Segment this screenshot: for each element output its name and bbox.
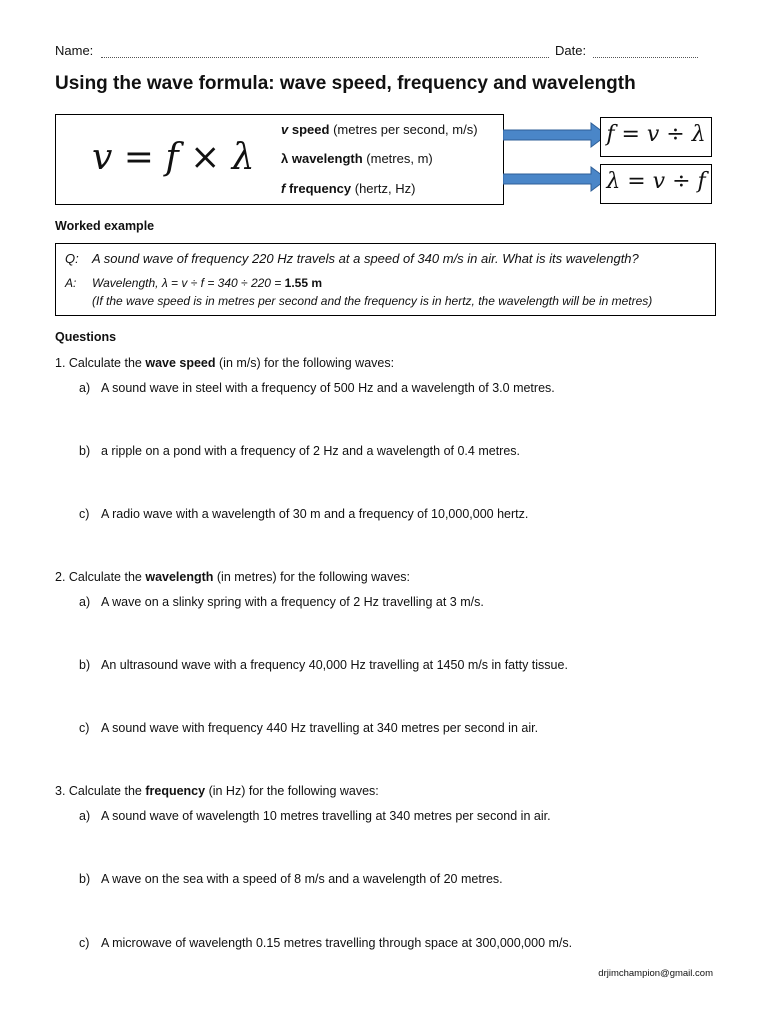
footer-email[interactable]: drjimchampion@gmail.com [598, 968, 713, 979]
q1-suffix: (in m/s) for the following waves: [215, 356, 395, 370]
questions-heading: Questions [55, 330, 117, 344]
item-text: A sound wave of wavelength 10 metres travelling at 340 metres per second in air. [101, 809, 551, 823]
q1-prefix: 1. Calculate the [55, 356, 146, 370]
answer-result: 1.55 m [284, 276, 322, 290]
worked-example-heading: Worked example [55, 219, 155, 233]
date-label: Date: [555, 43, 587, 58]
question-2 [55, 570, 410, 584]
arrow-right-icon [503, 123, 607, 147]
worked-example-box [55, 243, 716, 316]
f-name: frequency [288, 181, 352, 196]
item-text: A radio wave with a wavelength of 30 m and a frequency of 10,000,000 hertz. [101, 507, 529, 521]
item-mark: a) [79, 595, 91, 609]
lambda-definition [281, 151, 433, 166]
f-units: (hertz, Hz) [354, 181, 416, 196]
item-text: a ripple on a pond with a frequency of 2 Hz and a wavelength of 0.4 metres. [101, 444, 521, 458]
main-formula: v = f × λ [92, 137, 255, 178]
item-mark: c) [79, 507, 90, 521]
q3-suffix: (in Hz) for the following waves: [205, 784, 379, 798]
item-mark: b) [79, 444, 91, 458]
q3-bold: frequency [145, 784, 206, 798]
q1-bold: wave speed [145, 356, 216, 370]
item-text: A microwave of wavelength 0.15 metres travelling through space at 300,000,000 m/s. [101, 936, 573, 950]
f-definition [281, 181, 415, 196]
worked-question: A sound wave of frequency 220 Hz travels at a speed of 340 m/s in air. What is its wavelength? [92, 251, 639, 266]
arrows-graphic [503, 118, 611, 200]
page-title: Using the wave formula: wave speed, frequency and wavelength [55, 73, 636, 94]
item-mark: a) [79, 809, 91, 823]
frequency-formula: f = v ÷ λ [606, 122, 706, 147]
item-mark: c) [79, 936, 90, 950]
arrow-right-icon [503, 167, 607, 191]
f-symbol: f [281, 181, 286, 196]
formula-box [55, 114, 504, 205]
frequency-formula-box [600, 117, 712, 157]
name-field[interactable] [101, 57, 549, 58]
v-symbol: v [281, 122, 289, 137]
item-text: A wave on the sea with a speed of 8 m/s and a wavelength of 20 metres. [101, 872, 503, 886]
q2-bold: wavelength [145, 570, 214, 584]
question-3 [55, 784, 379, 798]
name-label: Name: [55, 43, 94, 58]
item-text: A sound wave with frequency 440 Hz travelling at 340 metres per second in air. [101, 721, 539, 735]
item-mark: b) [79, 872, 91, 886]
lambda-symbol: λ [281, 151, 289, 166]
worked-note: (If the wave speed is in metres per second and the frequency is in hertz, the wavelength will be in metres) [92, 294, 653, 308]
wavelength-formula-box [600, 164, 712, 204]
item-mark: c) [79, 721, 90, 735]
wavelength-formula: λ = v ÷ f [606, 169, 706, 194]
item-mark: a) [79, 381, 91, 395]
v-units: (metres per second, m/s) [333, 122, 478, 137]
a-label: A: [65, 276, 77, 290]
item-text: A wave on a slinky spring with a frequency of 2 Hz travelling at 3 m/s. [101, 595, 484, 609]
item-mark: b) [79, 658, 91, 672]
question-1 [55, 356, 394, 370]
lambda-name: wavelength [291, 151, 363, 166]
q-label: Q: [65, 251, 79, 266]
q3-prefix: 3. Calculate the [55, 784, 146, 798]
worked-answer [92, 276, 322, 290]
item-text: An ultrasound wave with a frequency 40,000 Hz travelling at 1450 m/s in fatty tissue. [101, 658, 568, 672]
v-definition [281, 122, 478, 137]
date-field[interactable] [593, 57, 698, 58]
answer-working: Wavelength, λ = v ÷ f = 340 ÷ 220 = [92, 276, 285, 290]
item-text: A sound wave in steel with a frequency of 500 Hz and a wavelength of 3.0 metres. [101, 381, 555, 395]
lambda-units: (metres, m) [366, 151, 433, 166]
q2-suffix: (in metres) for the following waves: [213, 570, 411, 584]
v-name: speed [291, 122, 330, 137]
q2-prefix: 2. Calculate the [55, 570, 146, 584]
